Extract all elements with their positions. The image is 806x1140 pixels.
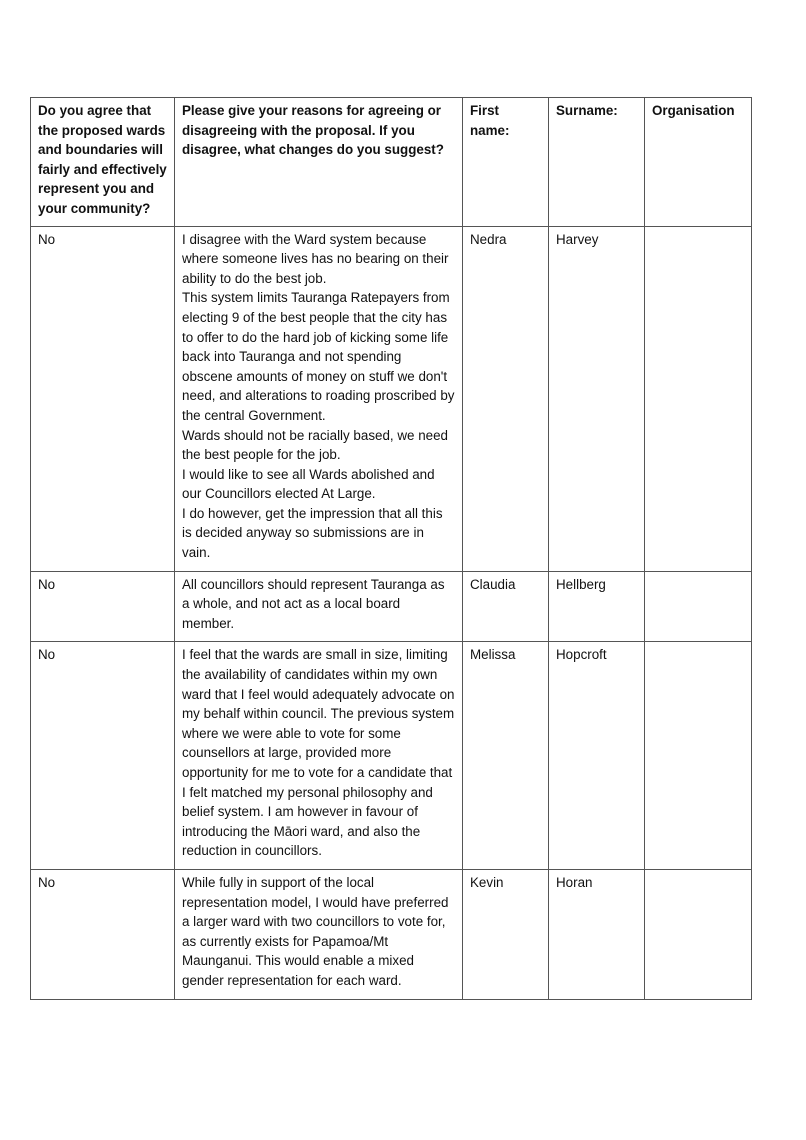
header-agree: Do you agree that the proposed wards and boundaries will fairly and effectively represent you and your community? [31, 98, 175, 227]
header-surname: Surname: [549, 98, 645, 227]
agree-cell: No [31, 869, 175, 999]
organisation-cell [645, 869, 752, 999]
header-reasons: Please give your reasons for agreeing or disagreeing with the proposal. If you disagree, what changes do you suggest? [175, 98, 463, 227]
surname-cell: Horan [549, 869, 645, 999]
organisation-cell [645, 571, 752, 642]
surname-cell: Hopcroft [549, 642, 645, 870]
first-name-cell: Nedra [463, 226, 549, 571]
first-name-cell: Claudia [463, 571, 549, 642]
reasons-cell: While fully in support of the local representation model, I would have preferred a larger ward with two councillors to vote for, as currently exists for Papamoa/Mt Maunganui. This would enable a mixed gender representation for each ward. [175, 869, 463, 999]
first-name-cell: Melissa [463, 642, 549, 870]
submissions-table [30, 97, 752, 1000]
organisation-cell [645, 226, 752, 571]
header-first-name: First name: [463, 98, 549, 227]
reasons-cell: I feel that the wards are small in size, limiting the availability of candidates within my own ward that I feel would adequately advocate on my behalf within council. The previous system where we were able to vote for some counsellors at large, provided more opportunity for me to vote for a candidate that I felt matched my personal philosophy and belief system. I am however in favour of introducing the Māori ward, and also the reduction in councillors. [175, 642, 463, 870]
surname-cell: Hellberg [549, 571, 645, 642]
header-organisation: Organisation [645, 98, 752, 227]
first-name-cell: Kevin [463, 869, 549, 999]
agree-cell: No [31, 226, 175, 571]
reasons-cell: All councillors should represent Tauranga as a whole, and not act as a local board member. [175, 571, 463, 642]
surname-cell: Harvey [549, 226, 645, 571]
header-row [31, 98, 752, 227]
table-row [31, 869, 752, 999]
reasons-cell: I disagree with the Ward system because where someone lives has no bearing on their ability to do the best job. This system limits Tauranga Ratepayers from electing 9 of the best people that the city has to offer to do the hard job of kicking some life back into Tauranga and not spending obscene amounts of money on stuff we don't need, and alterations to roading proscribed by the central Government. Wards should not be racially based, we need the best people for the job. I would like to see all Wards abolished and our Councillors elected At Large. I do however, get the impression that all this is decided anyway so submissions are in vain. [175, 226, 463, 571]
table-row [31, 571, 752, 642]
agree-cell: No [31, 642, 175, 870]
table-row [31, 226, 752, 571]
agree-cell: No [31, 571, 175, 642]
table-row [31, 642, 752, 870]
organisation-cell [645, 642, 752, 870]
